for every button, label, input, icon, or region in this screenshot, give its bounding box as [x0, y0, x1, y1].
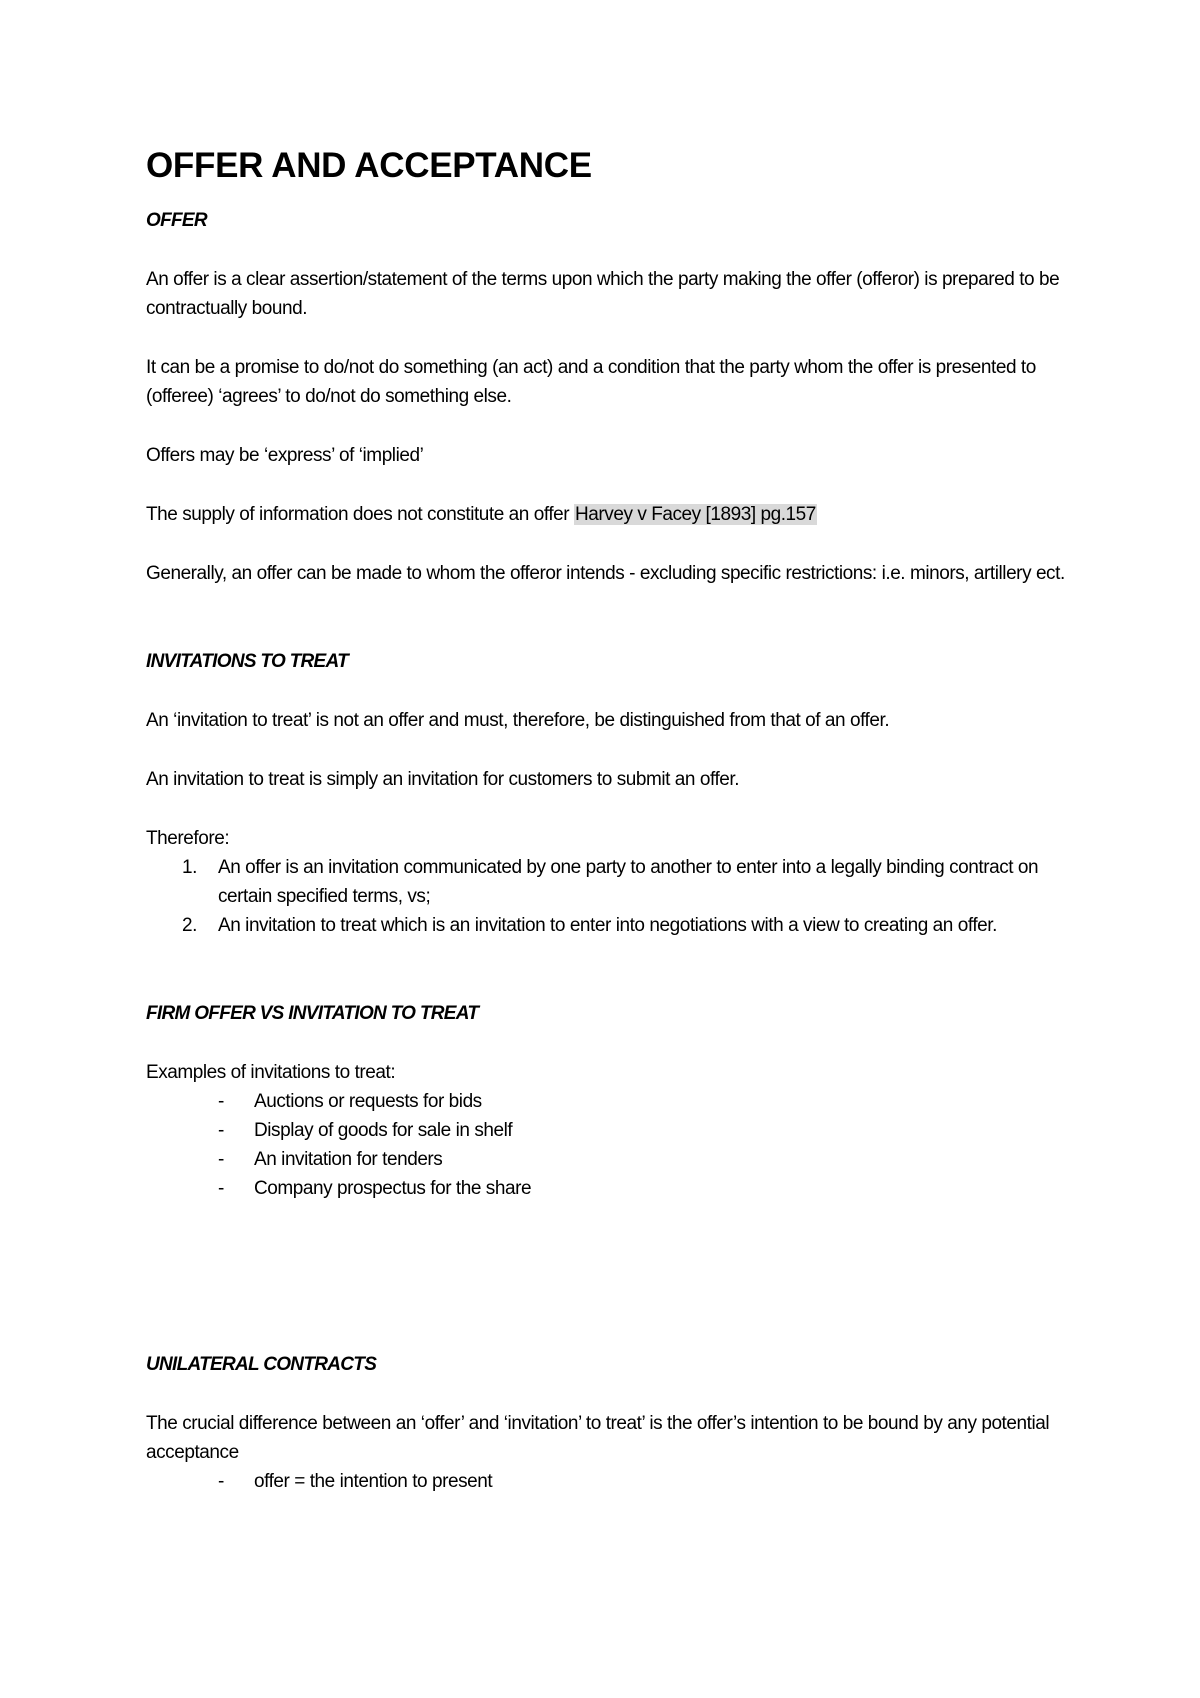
section-heading-unilateral-contracts: UNILATERAL CONTRACTS	[146, 1354, 377, 1375]
list-item	[146, 1467, 1066, 1496]
dashed-list	[146, 1467, 1066, 1496]
list-number: 2.	[182, 915, 197, 936]
paragraph-itt-not-offer: An ‘invitation to treat’ is not an offer and must, therefore, be distinguished from that of an offer.	[146, 710, 890, 731]
list-item	[146, 911, 1066, 940]
section-heading-firm-offer: FIRM OFFER VS INVITATION TO TREAT	[146, 1003, 479, 1024]
list-item-text: An invitation for tenders	[254, 1149, 443, 1170]
list-item-text: An offer is an invitation communicated by one party to another to enter into a legally binding contract on certain specified terms, vs;	[218, 857, 1039, 907]
paragraph-therefore: Therefore:	[146, 828, 230, 849]
spacer	[146, 235, 1066, 265]
spacer	[146, 470, 1066, 500]
dash-bullet: -	[218, 1120, 224, 1141]
list-item	[146, 1174, 1066, 1203]
document-title: OFFER AND ACCEPTANCE	[146, 146, 592, 185]
spacer	[146, 1028, 1066, 1058]
paragraph-offer-restrictions: Generally, an offer can be made to whom the offeror intends - excluding specific restrictions: i.e. minors, artillery ect.	[146, 563, 1065, 584]
spacer	[146, 676, 1066, 706]
list-item	[146, 853, 1066, 911]
list-item-text: An invitation to treat which is an invitation to enter into negotiations with a view to creating an offer.	[218, 915, 997, 936]
list-item-text: Company prospectus for the share	[254, 1178, 532, 1199]
section-heading-offer: OFFER	[146, 210, 207, 231]
paragraph-supply-of-information	[146, 500, 1066, 529]
list-item	[146, 1087, 1066, 1116]
list-item	[146, 1145, 1066, 1174]
spacer	[146, 529, 1066, 559]
list-item-text: Display of goods for sale in shelf	[254, 1120, 513, 1141]
case-citation-highlight: Harvey v Facey [1893] pg.157	[575, 504, 816, 525]
paragraph-text: The supply of information does not constitute an offer	[146, 504, 575, 525]
spacer	[146, 1379, 1066, 1409]
list-number: 1.	[182, 857, 197, 878]
spacer	[146, 411, 1066, 441]
document-page	[146, 140, 1066, 1496]
paragraph-offer-definition: An offer is a clear assertion/statement of the terms upon which the party making the offer (offeror) is prepared to be contractually bound.	[146, 269, 1060, 319]
list-item-text: Auctions or requests for bids	[254, 1091, 482, 1112]
paragraph-itt-definition: An invitation to treat is simply an invitation for customers to submit an offer.	[146, 769, 740, 790]
section-heading-invitations-to-treat: INVITATIONS TO TREAT	[146, 651, 349, 672]
spacer	[146, 323, 1066, 353]
dashed-list	[146, 1087, 1066, 1203]
paragraph-crucial-difference: The crucial difference between an ‘offer’ and ‘invitation’ to treat’ is the offer’s intention to be bound by any potential acceptance	[146, 1413, 1050, 1463]
spacer	[146, 940, 1066, 999]
dash-bullet: -	[218, 1471, 224, 1492]
dash-bullet: -	[218, 1149, 224, 1170]
spacer	[146, 588, 1066, 647]
paragraph-offer-promise: It can be a promise to do/not do something (an act) and a condition that the party whom the offer is presented to (offeree) ‘agrees’ to do/not do something else.	[146, 357, 1036, 407]
dash-bullet: -	[218, 1178, 224, 1199]
spacer	[146, 735, 1066, 765]
paragraph-offer-express-implied: Offers may be ‘express’ of ‘implied’	[146, 445, 424, 466]
paragraph-examples: Examples of invitations to treat:	[146, 1062, 396, 1083]
dash-bullet: -	[218, 1091, 224, 1112]
list-item	[146, 1116, 1066, 1145]
spacer	[146, 794, 1066, 824]
list-item-text: offer = the intention to present	[254, 1471, 493, 1492]
spacer	[146, 1203, 1066, 1350]
numbered-list	[146, 853, 1066, 940]
